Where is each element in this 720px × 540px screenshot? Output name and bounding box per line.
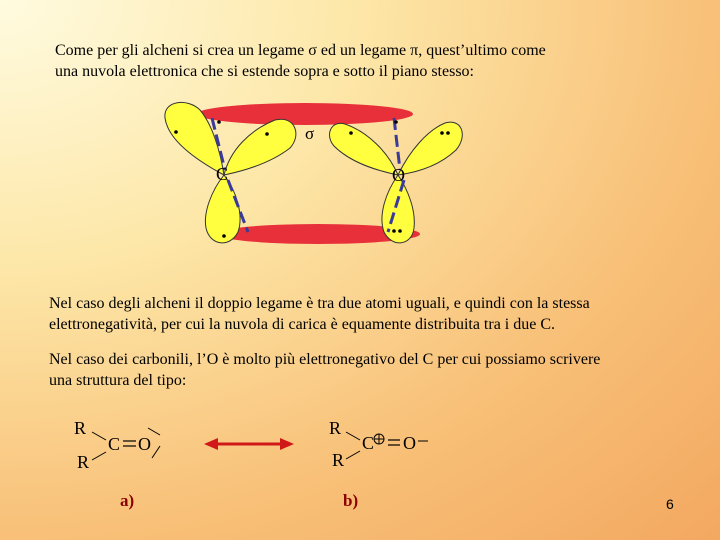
structure-b-carbon: C xyxy=(362,433,375,453)
electron-dot xyxy=(174,130,178,134)
structure-b-oxygen: O xyxy=(403,433,416,453)
resonance-arrow-left-head xyxy=(204,438,218,450)
carbon-lobe-lower xyxy=(205,175,240,243)
electron-dot xyxy=(392,229,396,233)
electron-dot xyxy=(446,131,450,135)
structure-b-r-bottom: R xyxy=(332,450,345,470)
oxygen-lobe-sigma xyxy=(330,123,398,175)
electron-dot xyxy=(349,131,353,135)
intro-line-1: Come per gli alcheni si crea un legame σ ed un legame π, quest’ultimo come xyxy=(55,42,546,59)
intro-line-2: una nuvola elettronica che si estende sopra e sotto il piano stesso: xyxy=(55,63,474,80)
page-number: 6 xyxy=(666,496,674,512)
bond-r-bottom-b xyxy=(346,451,360,459)
atom-oxygen-label: O xyxy=(392,165,405,185)
bond-r-bottom-a xyxy=(92,452,106,460)
structure-b-caption: b) xyxy=(343,491,359,510)
paragraph-carbonyls xyxy=(49,349,689,391)
oxygen-lobe-upper-right xyxy=(398,122,462,175)
paragraph-1-line-1: Nel caso degli alcheni il doppio legame è tra due atomi uguali, e quindi con la stessa xyxy=(49,295,590,312)
structure-a-oxygen: O xyxy=(138,434,151,454)
oxygen-lobe-lower xyxy=(382,175,414,243)
structure-b-r-top: R xyxy=(329,418,342,438)
atom-carbon-label: C xyxy=(216,164,229,184)
electron-dot xyxy=(398,229,402,233)
structure-a-caption: a) xyxy=(120,491,135,510)
resonance-arrow-right-head xyxy=(280,438,294,450)
structure-a-r-bottom: R xyxy=(77,452,90,472)
electron-dot xyxy=(222,234,226,238)
paragraph-alkenes xyxy=(49,293,689,335)
sigma-label: σ xyxy=(305,124,315,143)
oxygen-p-axis-upper xyxy=(394,118,400,170)
lone-pair-a-bottom xyxy=(152,446,160,458)
pi-cloud-top xyxy=(197,103,413,125)
electron-dot xyxy=(394,120,398,124)
structure-a-r-top: R xyxy=(74,418,87,438)
bond-r-top-b xyxy=(346,432,360,440)
electron-dot xyxy=(440,131,444,135)
paragraph-2-line-2: una struttura del tipo: xyxy=(49,372,187,389)
electron-dot xyxy=(217,120,221,124)
structure-a-carbon: C xyxy=(108,434,121,454)
paragraph-2-line-1: Nel caso dei carbonili, l’O è molto più elettronegativo del C per cui possiamo scrivere xyxy=(49,351,601,368)
paragraph-1-line-2: elettronegatività, per cui la nuvola di carica è equamente distribuita tra i due C. xyxy=(49,316,556,333)
bond-r-top-a xyxy=(92,432,106,440)
carbon-lobe-sigma xyxy=(224,119,296,175)
electron-dot xyxy=(265,132,269,136)
